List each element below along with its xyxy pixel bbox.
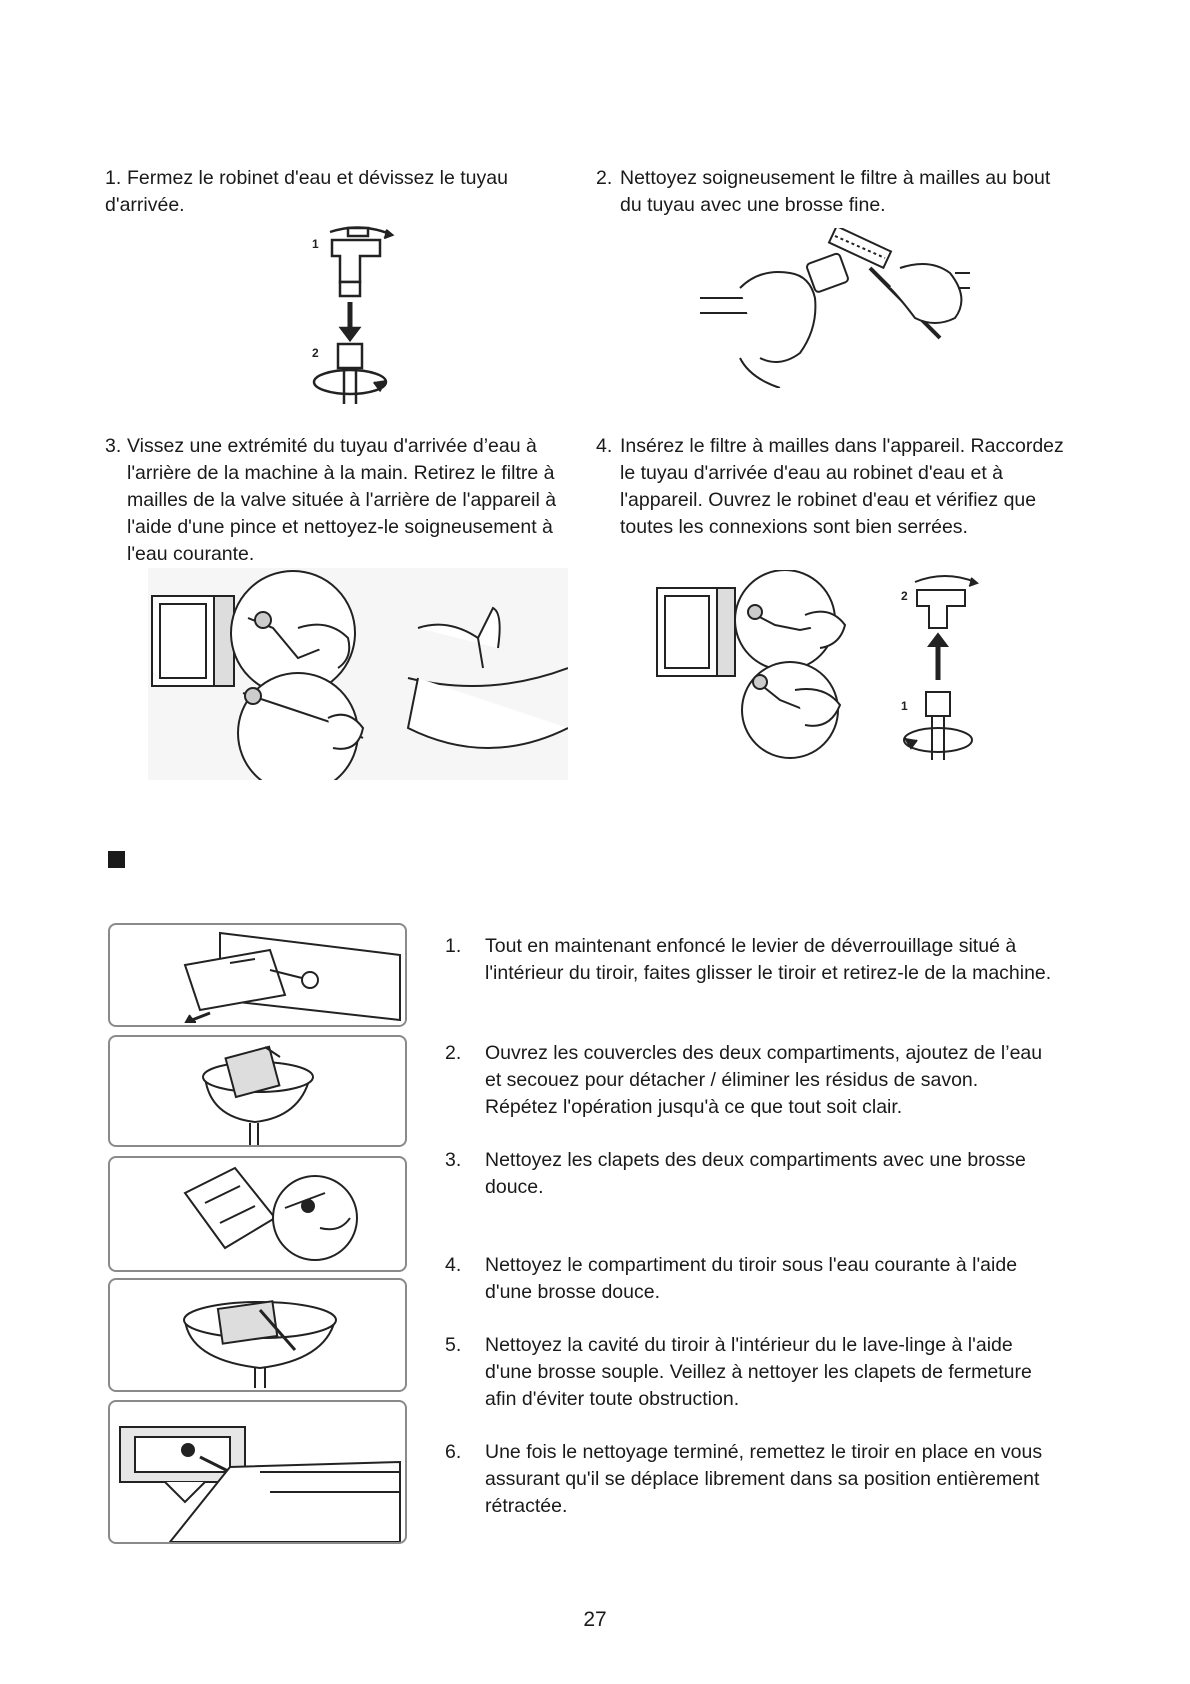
drawer-panel-2 bbox=[108, 1035, 407, 1147]
machine-filter-pliers-illustration bbox=[148, 568, 568, 780]
section-marker bbox=[108, 851, 125, 868]
drawer-step-2-number: 2. bbox=[445, 1042, 462, 1064]
label-1: 1 bbox=[901, 699, 908, 713]
step-1-text: Fermez le robinet d'eau et dévissez le tuyau d'arrivée. bbox=[105, 167, 508, 216]
step-3 bbox=[105, 433, 565, 568]
drawer-panel-4 bbox=[108, 1278, 407, 1392]
drawer-step-3-text: Nettoyez les clapets des deux compartiments avec une brosse douce. bbox=[485, 1149, 1026, 1198]
drawer-step-5-number: 5. bbox=[445, 1334, 462, 1356]
drawer-step-3-number: 3. bbox=[445, 1149, 462, 1171]
step-3-text: Vissez une extrémité du tuyau d'arrivée d’eau à l'arrière de la machine à la main. Retirez le filtre à mailles de la valve située à l'arrière de l'appareil à l'aide d'une pince et nettoyez-le soigneusement à l'eau courante. bbox=[127, 435, 557, 565]
drawer-step-3 bbox=[445, 1147, 1055, 1201]
drawer-step-4 bbox=[445, 1252, 1055, 1306]
drawer-step-2 bbox=[445, 1040, 1055, 1121]
drawer-step-1-number: 1. bbox=[445, 935, 462, 957]
step-2-number: 2. bbox=[596, 167, 613, 189]
step-1-number: 1. bbox=[105, 167, 122, 189]
drawer-step-5 bbox=[445, 1332, 1055, 1413]
drawer-panel-5 bbox=[108, 1400, 407, 1544]
label-2: 2 bbox=[312, 346, 319, 360]
drawer-step-4-text: Nettoyez le compartiment du tiroir sous l'eau courante à l'aide d'une brosse douce. bbox=[485, 1254, 1018, 1303]
label-1: 1 bbox=[312, 237, 319, 251]
drawer-step-2-text: Ouvrez les couvercles des deux compartiments, ajoutez de l’eau et secouez pour détacher / éliminer les résidus de savon. Répétez l'opération jusqu'à ce que tout soit clair. bbox=[485, 1042, 1043, 1118]
step-4-number: 4. bbox=[596, 435, 613, 457]
tap-unscrew-illustration bbox=[300, 222, 410, 407]
drawer-step-6-number: 6. bbox=[445, 1441, 462, 1463]
drawer-step-6 bbox=[445, 1439, 1055, 1520]
label-2: 2 bbox=[901, 589, 908, 603]
drawer-step-4-number: 4. bbox=[445, 1254, 462, 1276]
drawer-step-5-text: Nettoyez la cavité du tiroir à l'intérieur du le lave-linge à l'aide d'une brosse souple. Veillez à nettoyer les clapets de fermeture afin d'éviter toute obstruction. bbox=[485, 1334, 1032, 1410]
step-2 bbox=[596, 165, 1066, 219]
step-3-number: 3. bbox=[105, 435, 122, 457]
drawer-panel-1 bbox=[108, 923, 407, 1027]
drawer-panel-3 bbox=[108, 1156, 407, 1272]
drawer-step-1 bbox=[445, 933, 1055, 987]
drawer-step-6-text: Une fois le nettoyage terminé, remettez le tiroir en place en vous assurant qu'il se déplace librement dans sa position entièrement rétractée. bbox=[485, 1441, 1043, 1517]
step-4-text: Insérez le filtre à mailles dans l'appareil. Raccordez le tuyau d'arrivée d'eau au robinet d'eau et à l'appareil. Ouvrez le robinet d'eau et vérifiez que toutes les connexions sont bien serrées. bbox=[620, 435, 1064, 538]
page-number: 27 bbox=[583, 1608, 607, 1631]
step-1 bbox=[105, 165, 555, 219]
filter-insert-illustration bbox=[655, 570, 1000, 765]
brush-filter-illustration bbox=[700, 228, 970, 388]
step-2-text: Nettoyez soigneusement le filtre à mailles au bout du tuyau avec une brosse fine. bbox=[620, 167, 1051, 216]
drawer-step-1-text: Tout en maintenant enfoncé le levier de déverrouillage situé à l'intérieur du tiroir, faites glisser le tiroir et retirez-le de la machine. bbox=[485, 935, 1052, 984]
step-4 bbox=[596, 433, 1076, 541]
